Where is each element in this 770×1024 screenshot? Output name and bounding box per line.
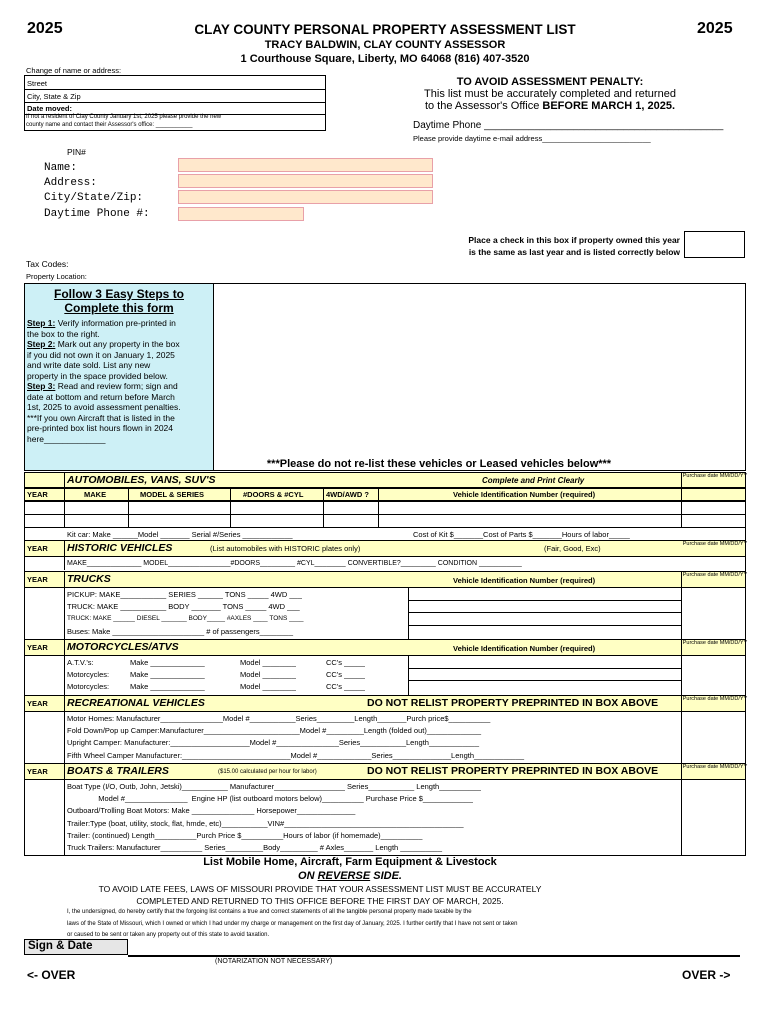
- assessor-name: TRACY BALDWIN, CLAY COUNTY ASSESSOR: [264, 39, 506, 51]
- steps-title-1: Follow 3 Easy Steps to: [53, 287, 185, 301]
- atv-model[interactable]: Model ________: [240, 658, 296, 667]
- purchase-date-label: Purchase date MM/DD/YY: [682, 473, 748, 479]
- nonresident-note-1: If not a resident of Clay County January 1st, 2025 please provide the new: [26, 114, 222, 120]
- col-doors: #DOORS & #CYL: [243, 490, 304, 499]
- late-fees-2: COMPLETED AND RETURNED TO THIS OFFICE BEFORE THE FIRST DAY OF MARCH, 2025.: [136, 896, 504, 906]
- steps-line: and write date sold. List any new: [27, 360, 151, 370]
- rec-notice: DO NOT RELIST PROPERTY PREPRINTED IN BOX ABOVE: [367, 697, 659, 709]
- boat-type-line[interactable]: Boat Type (I/O, Outb, John, Jetski)___________ Manufacturer_________________ Series___________ Length__________: [67, 782, 481, 791]
- historic-year: YEAR: [27, 544, 48, 553]
- change-address-label: Change of name or address:: [26, 66, 122, 75]
- steps-line: 1st, 2025 to avoid assessment penalties.: [27, 402, 181, 412]
- trailer-continued-line[interactable]: Trailer: (continued) Length__________Purch Price $__________Hours of labor (if homemade)__________: [67, 831, 423, 840]
- steps-line: Step 2: Mark out any property in the box: [27, 339, 180, 349]
- over-left: <- OVER: [27, 968, 76, 982]
- moto-vin-header: Vehicle Identification Number (required): [453, 644, 596, 653]
- daytime-phone-field[interactable]: Daytime Phone ___________________________________________: [413, 120, 724, 131]
- steps-line: Step 3: Read and review form; sign and: [27, 381, 178, 391]
- buses-line[interactable]: Buses: Make ______________________ # of passengers________: [67, 627, 294, 636]
- historic-line[interactable]: MAKE______________ MODEL________________#DOORS_________ #CYL________ CONVERTIBLE?_________ CONDITION ___________: [67, 560, 522, 567]
- steps-line: the box to the right.: [27, 328, 100, 339]
- signature-line[interactable]: [128, 955, 740, 957]
- outboard-motors-line[interactable]: Outboard/Trolling Boat Motors: Make _______________ Horsepower______________: [67, 806, 356, 815]
- steps-title-2: Complete this form: [64, 301, 174, 315]
- steps-list: [27, 318, 181, 444]
- col-4wd: 4WD/AWD ?: [326, 490, 369, 499]
- moto-model-1[interactable]: Model ________: [240, 670, 296, 679]
- daytime-phone-label: Daytime Phone #:: [44, 208, 150, 220]
- purchase-date-label: Purchase date MM/DD/YY: [682, 764, 748, 770]
- truck-trailers-line[interactable]: Truck Trailers: Manufacturer__________ Series_________Body_________ # Axles_______ Length __________: [67, 843, 443, 852]
- purchase-date-label: Purchase date MM/DD/YY: [682, 696, 748, 702]
- historic-condition: (Fair, Good, Exc): [544, 544, 601, 553]
- steps-line: Step 1: Verify information pre-printed in: [27, 318, 176, 328]
- relist-note: ***Please do not re-list these vehicles or Leased vehicles below***: [266, 458, 612, 470]
- upright-camper-line[interactable]: Upright Camper: Manufacturer:___________________Model #_______________Series___________Length____________: [67, 738, 480, 747]
- rec-title: RECREATIONAL VEHICLES: [67, 697, 205, 709]
- tax-codes-label: Tax Codes:: [26, 259, 69, 269]
- same-as-last-year-checkbox[interactable]: [684, 231, 745, 258]
- penalty-line-1: This list must be accurately completed and returned: [424, 88, 676, 100]
- check-note-1: Place a check in this box if property owned this year: [468, 235, 680, 245]
- historic-subtitle: (List automobiles with HISTORIC plates only): [210, 544, 361, 553]
- moto-model-2[interactable]: Model ________: [240, 682, 296, 691]
- city-state-zip-field[interactable]: [178, 190, 433, 204]
- steps-line: ***If you own Aircraft that is listed in the: [27, 412, 175, 423]
- autos-title: AUTOMOBILES, VANS, SUV'S: [67, 474, 216, 486]
- moto-cc-1[interactable]: CC's _____: [326, 670, 365, 679]
- autos-complete-note: Complete and Print Clearly: [482, 476, 585, 485]
- certify-3: or caused to be sent or taken any property out of this state to avoid taxation.: [67, 932, 270, 938]
- col-make: MAKE: [84, 490, 107, 499]
- moto-title: MOTORCYCLES/ATVS: [67, 641, 179, 653]
- steps-line: here_____________: [27, 433, 106, 444]
- kit-car-cost-line[interactable]: Cost of Kit $_______Cost of Parts $_______Hours of labor_____: [413, 530, 630, 539]
- moto-make-2[interactable]: Make _____________: [130, 682, 205, 691]
- penalty-line-2: to the Assessor's Office BEFORE MARCH 1, 2025.: [424, 100, 676, 112]
- nonresident-note-2: county name and contact their Assessor's office: ___________: [26, 122, 193, 128]
- trailer-type-line[interactable]: Trailer:Type (boat, utility, stock, flat, hmde, etc)___________VIN#___________________________________________: [67, 819, 464, 828]
- atv-cc[interactable]: CC's _____: [326, 658, 365, 667]
- moto-year: YEAR: [27, 643, 48, 652]
- certify-2: laws of the State of Missouri, which I owned or which I had under my charge or management on the first day of January, 2025. I further certify that I have not sent or taken: [67, 921, 518, 927]
- fifth-wheel-line[interactable]: Fifth Wheel Camper Manufacturer:__________________________Model #_____________Series______________Length____________: [67, 751, 525, 760]
- steps-line: if you did not own it on January 1, 2025: [27, 349, 175, 360]
- historic-title: HISTORIC VEHICLES: [67, 542, 173, 554]
- list-mobile-note: List Mobile Home, Aircraft, Farm Equipment & Livestock: [203, 856, 497, 868]
- pin-label: PIN#: [67, 147, 86, 157]
- late-fees-1: TO AVOID LATE FEES, LAWS OF MISSOURI PROVIDE THAT YOUR ASSESSMENT LIST MUST BE ACCURATELY: [98, 884, 542, 894]
- motor-homes-line[interactable]: Motor Homes: Manufacturer_______________Model #___________Series_________Length_______Purch price$__________: [67, 714, 491, 723]
- steps-line: property in the space provided below.: [27, 370, 168, 381]
- atv-label: A.T.V.'s:: [67, 658, 94, 667]
- name-field[interactable]: [178, 158, 433, 172]
- boats-notice: DO NOT RELIST PROPERTY PREPRINTED IN BOX ABOVE: [367, 765, 659, 777]
- purchase-date-label: Purchase date MM/DD/YY: [682, 572, 748, 578]
- reverse-side-note: ON REVERSE SIDE.: [298, 870, 402, 882]
- truck-diesel-line[interactable]: TRUCK: MAKE ______ DIESEL _______ BODY_____ #AXLES ____ TONS ____: [67, 615, 304, 622]
- col-year: YEAR: [27, 490, 48, 499]
- atv-make[interactable]: Make _____________: [130, 658, 205, 667]
- moto-label-1: Motorcycles:: [67, 670, 110, 679]
- phone-field[interactable]: [178, 207, 304, 221]
- year-right: 2025: [697, 20, 733, 37]
- moto-label-2: Motorcycles:: [67, 682, 110, 691]
- pickup-line[interactable]: PICKUP: MAKE___________ SERIES ______ TONS _____ 4WD ___: [67, 590, 302, 599]
- city-label: City, State & Zip: [27, 92, 81, 101]
- rec-year: YEAR: [27, 699, 48, 708]
- boat-model-line[interactable]: Model #_______________ Engine HP (list outboard motors below)__________ Purchase Price $____________: [67, 794, 473, 803]
- moto-cc-2[interactable]: CC's _____: [326, 682, 365, 691]
- check-note-2: is the same as last year and is listed correctly below: [468, 247, 680, 257]
- address-field[interactable]: [178, 174, 433, 188]
- trucks-vin-header: Vehicle Identification Number (required): [453, 576, 596, 585]
- notarization-note: (NOTARIZATION NOT NECESSARY): [215, 958, 333, 965]
- trucks-year: YEAR: [27, 575, 48, 584]
- steps-line: date at bottom and return before March: [27, 391, 175, 402]
- truck-line[interactable]: TRUCK: MAKE ___________ BODY _______ TONS _____ 4WD ___: [67, 602, 300, 611]
- purchase-date-label: Purchase date MM/DD/YY: [682, 640, 748, 646]
- boats-subtitle: ($15.00 calculated per hour for labor): [218, 769, 317, 775]
- email-field[interactable]: Please provide daytime e-mail address__________________________: [413, 134, 651, 143]
- penalty-title: TO AVOID ASSESSMENT PENALTY:: [456, 76, 644, 88]
- property-location-label: Property Location:: [26, 272, 87, 281]
- year-left: 2025: [27, 20, 63, 37]
- sign-date-label: Sign & Date: [24, 939, 128, 955]
- purchase-date-label: Purchase date MM/DD/YY: [682, 541, 748, 547]
- boats-title: BOATS & TRAILERS: [67, 765, 169, 777]
- kit-car-line[interactable]: Kit car: Make ______Model _______ Serial #/Series ____________: [67, 530, 293, 539]
- col-model: MODEL & SERIES: [140, 490, 205, 499]
- moto-make-1[interactable]: Make _____________: [130, 670, 205, 679]
- trucks-title: TRUCKS: [67, 573, 111, 585]
- certify-1: I, the undersigned, do hereby certify that the forgoing list contains a true and correct statements of all the tangible personal property made taxable by the: [67, 909, 472, 915]
- boats-year: YEAR: [27, 767, 48, 776]
- steps-line: pre-printed box list hours flown in 2024: [27, 423, 173, 433]
- fold-down-line[interactable]: Fold Down/Pop up Camper:Manufacturer_______________________Model #_________Length (folded out)_____________: [67, 726, 482, 735]
- date-moved-label: Date moved:: [27, 104, 73, 113]
- form-title: CLAY COUNTY PERSONAL PROPERTY ASSESSMENT LIST: [194, 22, 576, 37]
- city-state-zip-label: City/State/Zip:: [44, 192, 144, 204]
- address-label: Address:: [44, 177, 97, 189]
- name-label: Name:: [44, 162, 78, 174]
- assessor-address: 1 Courthouse Square, Liberty, MO 64068 (816) 407-3520: [240, 53, 530, 65]
- col-vin: Vehicle Identification Number (required): [453, 490, 596, 499]
- street-label: Street: [27, 79, 48, 88]
- over-right: OVER ->: [682, 968, 731, 982]
